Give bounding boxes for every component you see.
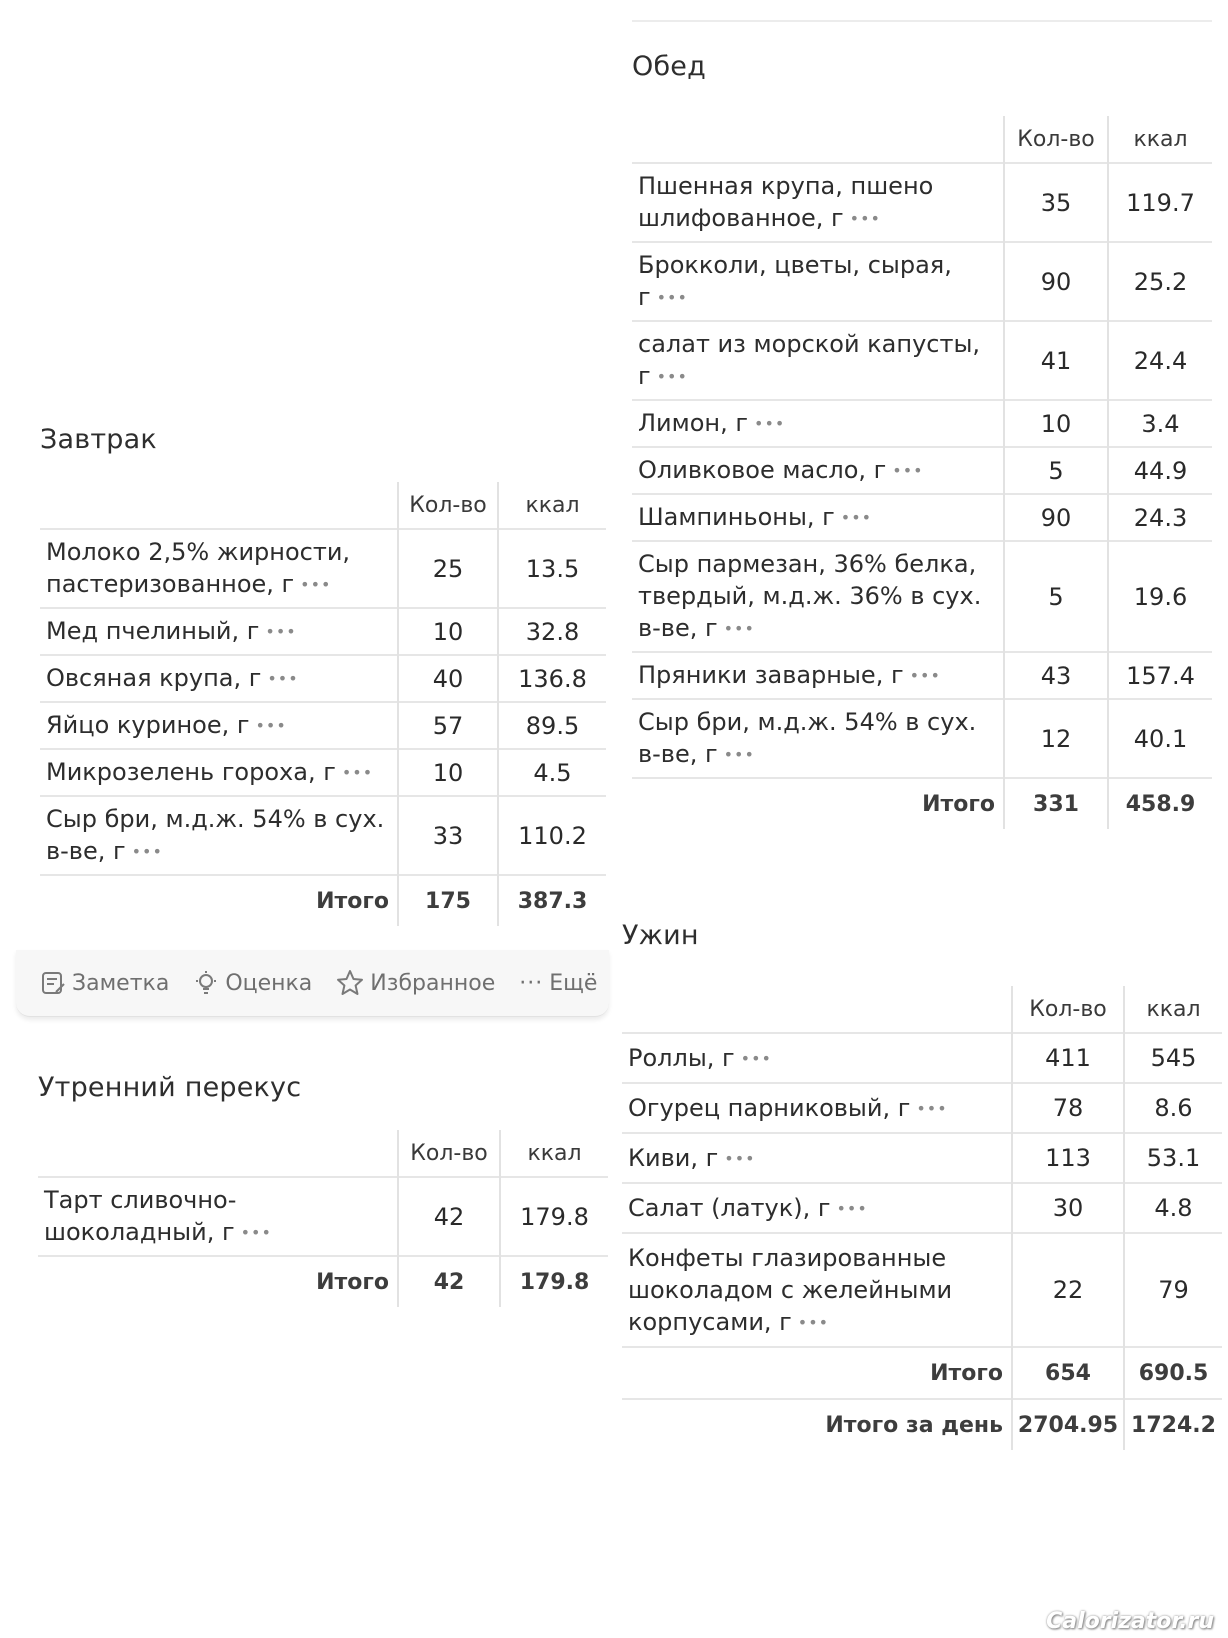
food-row[interactable] [40,655,606,702]
more-options-icon[interactable]: ••• [267,669,299,688]
food-name: Молоко 2,5% жирности, пастеризованное, г [46,538,351,598]
food-name: Мед пчелиный, г [46,617,260,645]
breakfast-title: Завтрак [40,424,157,455]
food-kcal: 40.1 [1108,699,1212,778]
star-icon [336,969,364,997]
more-options-icon[interactable]: ••• [255,716,287,735]
qty-header: Кол-во [1004,116,1108,163]
food-name: Брокколи, цветы, сырая, г [638,251,952,311]
rating-label: Оценка [225,970,313,996]
food-row[interactable] [40,749,606,796]
food-qty: 411 [1012,1033,1124,1083]
food-row[interactable] [632,163,1212,242]
more-label: Ещё [549,970,598,996]
food-qty: 90 [1004,494,1108,541]
lunch-title: Обед [632,51,706,82]
more-options-icon[interactable]: ••• [724,1148,756,1168]
total-kcal: 690.5 [1124,1347,1222,1399]
food-qty: 40 [398,655,498,702]
total-row [622,1347,1222,1399]
food-kcal: 24.4 [1108,321,1212,400]
food-kcal: 4.5 [498,749,606,796]
food-kcal: 110.2 [498,796,606,875]
total-qty: 42 [398,1256,500,1307]
watermark: Calorizator.ru [1046,1609,1214,1634]
more-options-icon[interactable]: ••• [723,745,755,764]
note-button[interactable] [40,970,169,996]
snack-title: Утренний перекус [38,1072,302,1103]
food-name: Лимон, г [638,409,748,437]
more-options-icon[interactable]: ••• [849,209,881,228]
food-qty: 42 [398,1177,500,1256]
total-kcal: 387.3 [498,875,606,926]
day-total-row [622,1399,1222,1450]
more-options-icon[interactable]: ••• [131,842,163,861]
more-options-icon[interactable]: ••• [300,575,332,594]
more-options-icon[interactable]: ••• [240,1223,272,1242]
rating-button[interactable] [193,970,312,996]
more-options-icon[interactable]: ••• [754,414,786,433]
food-row[interactable] [632,699,1212,778]
total-qty: 2704.95 [1012,1399,1124,1450]
food-qty: 113 [1012,1133,1124,1183]
total-row [38,1256,608,1307]
food-name: Сыр пармезан, 36% белка, твердый, м.д.ж. 36% в сух. в-ве, г [638,550,982,642]
dinner-table [622,986,1222,1450]
food-qty: 78 [1012,1083,1124,1133]
food-name: Киви, г [628,1143,719,1172]
kcal-header: ккал [498,482,606,529]
food-qty: 5 [1004,541,1108,652]
food-name: Огурец парниковый, г [628,1093,911,1122]
food-kcal: 25.2 [1108,242,1212,321]
food-name: Шампиньоны, г [638,503,835,531]
more-options-icon[interactable]: ••• [797,1312,830,1332]
food-name: Роллы, г [628,1043,735,1072]
food-kcal: 53.1 [1124,1133,1222,1183]
food-qty: 10 [398,608,498,655]
more-options-icon[interactable]: ••• [909,666,941,685]
total-label: Итого за день [622,1399,1012,1450]
food-kcal: 24.3 [1108,494,1212,541]
lightbulb-icon [193,970,219,996]
note-label: Заметка [72,970,170,996]
food-name: Микрозелень гороха, г [46,758,336,786]
total-qty: 331 [1004,778,1108,829]
food-qty: 5 [1004,447,1108,494]
more-options-icon[interactable]: ••• [723,619,755,638]
food-qty: 22 [1012,1233,1124,1347]
food-qty: 30 [1012,1183,1124,1233]
snack-table [38,1130,608,1307]
breakfast-panel [40,420,606,926]
food-qty: 33 [398,796,498,875]
dinner-title: Ужин [622,920,699,951]
lunch-panel [632,20,1212,829]
food-row[interactable] [40,608,606,655]
food-qty: 12 [1004,699,1108,778]
food-row[interactable] [40,529,606,608]
more-options-icon[interactable]: ••• [892,461,924,480]
more-options-icon[interactable]: ••• [265,622,297,641]
dinner-panel [622,906,1222,1450]
kcal-header: ккал [1108,116,1212,163]
food-row[interactable] [622,1033,1222,1083]
food-name: Яйцо куриное, г [46,711,250,739]
food-row[interactable] [632,652,1212,699]
food-row[interactable] [622,1183,1222,1233]
food-qty: 57 [398,702,498,749]
total-kcal: 458.9 [1108,778,1212,829]
food-qty: 25 [398,529,498,608]
food-kcal: 136.8 [498,655,606,702]
total-kcal: 1724.2 [1124,1399,1222,1450]
total-label: Итого [632,778,1004,829]
food-kcal: 79 [1124,1233,1222,1347]
food-name: Оливковое масло, г [638,456,887,484]
favorite-button[interactable] [336,969,495,997]
food-row[interactable] [632,242,1212,321]
food-kcal: 13.5 [498,529,606,608]
food-kcal: 545 [1124,1033,1222,1083]
food-row[interactable] [632,321,1212,400]
snack-panel [38,1068,608,1307]
more-options-icon[interactable]: ••• [840,508,873,527]
food-row[interactable] [38,1177,608,1256]
food-row[interactable] [632,447,1212,494]
food-name: Сыр бри, м.д.ж. 54% в сух. в-ве, г [638,708,977,768]
total-label: Итого [40,875,398,926]
more-options-icon[interactable]: ••• [656,367,688,386]
food-qty: 35 [1004,163,1108,242]
total-kcal: 179.8 [500,1256,608,1307]
kcal-header: ккал [500,1130,608,1177]
food-row[interactable] [632,494,1212,541]
food-name: Пряники заварные, г [638,661,904,689]
total-row [40,875,606,926]
lunch-table [632,116,1212,829]
favorite-label: Избранное [370,970,496,996]
food-row[interactable] [632,400,1212,447]
food-kcal: 44.9 [1108,447,1212,494]
food-name: Овсяная крупа, г [46,664,262,692]
kcal-header: ккал [1124,986,1222,1033]
food-name: салат из морской капусты, г [638,330,981,390]
total-qty: 175 [398,875,498,926]
total-label: Итого [622,1347,1012,1399]
food-name: Тарт сливочно-шоколадный, г [44,1186,237,1246]
more-button[interactable] [519,971,597,996]
more-options-icon[interactable]: ••• [341,763,374,782]
more-options-icon[interactable]: ••• [836,1198,868,1218]
food-qty: 41 [1004,321,1108,400]
food-qty: 90 [1004,242,1108,321]
food-name: Сыр бри, м.д.ж. 54% в сух. в-ве, г [46,805,385,865]
food-kcal: 19.6 [1108,541,1212,652]
food-kcal: 179.8 [500,1177,608,1256]
food-kcal: 119.7 [1108,163,1212,242]
food-kcal: 89.5 [498,702,606,749]
more-options-icon[interactable]: ••• [916,1098,948,1118]
qty-header: Кол-во [398,1130,500,1177]
food-kcal: 8.6 [1124,1083,1222,1133]
food-qty: 43 [1004,652,1108,699]
qty-header: Кол-во [398,482,498,529]
food-kcal: 3.4 [1108,400,1212,447]
food-kcal: 157.4 [1108,652,1212,699]
note-icon [40,970,66,996]
food-row[interactable] [622,1233,1222,1347]
total-row [632,778,1212,829]
food-qty: 10 [398,749,498,796]
food-row[interactable] [632,541,1212,652]
more-options-icon[interactable]: ••• [740,1048,772,1068]
food-row[interactable] [622,1133,1222,1183]
food-kcal: 4.8 [1124,1183,1222,1233]
total-label: Итого [38,1256,398,1307]
more-dots-icon: ··· [519,970,544,996]
food-kcal: 32.8 [498,608,606,655]
total-qty: 654 [1012,1347,1124,1399]
action-toolbar [16,950,609,1017]
qty-header: Кол-во [1012,986,1124,1033]
food-row[interactable] [40,796,606,875]
more-options-icon[interactable]: ••• [656,288,688,307]
food-name: Пшенная крупа, пшено шлифованное, г [638,172,934,232]
food-name: Конфеты глазированные шоколадом с желейными корпусами, г [628,1243,953,1336]
food-row[interactable] [40,702,606,749]
breakfast-table [40,482,606,926]
food-qty: 10 [1004,400,1108,447]
food-row[interactable] [622,1083,1222,1133]
food-name: Салат (латук), г [628,1193,831,1222]
